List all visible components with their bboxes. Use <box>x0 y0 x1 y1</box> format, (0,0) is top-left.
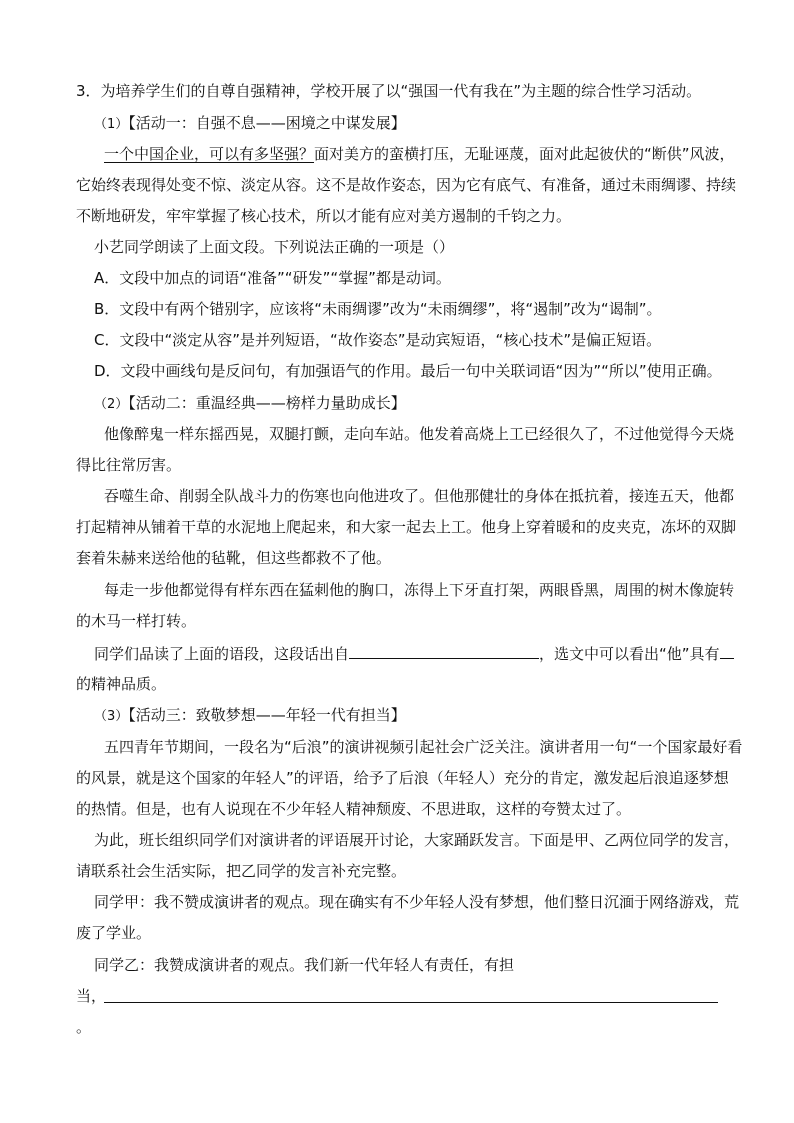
activity3-para1-line1: 五四青年节期间，一段名为“后浪”的演讲视频引起社会广泛关注。演讲者用一句“一个国家最好看 <box>104 738 743 756</box>
activity1-number: （1） <box>94 117 129 132</box>
student-jia-line2: 废了学业。 <box>76 924 152 942</box>
option-c: C．文段中“淡定从容”是并列短语，“故作姿态”是动宾短语，“核心技术”是偏正短语。 <box>94 331 662 349</box>
source-answer-blank[interactable] <box>349 643 539 659</box>
activity2-question-line2: 的精神品质。 <box>76 675 167 693</box>
activity1-passage-line3: 不断地研发，牢牢掌握了核心技术，所以才能有应对美方遏制的千钧之力。 <box>76 207 572 225</box>
student-yi-line2: 当， <box>76 987 107 1005</box>
activity2-para2-line3: 套着朱赫来送给他的毡靴，但这些都救不了他。 <box>76 549 392 567</box>
activity2-q-part1: 同学们品读了上面的语段，这段话出自 <box>94 645 350 663</box>
activity2-heading <box>94 393 406 413</box>
question-stem-text: 为培养学生们的自尊自强精神，学校开展了以“强国一代有我在”为主题的综合性学习活动。 <box>100 82 702 100</box>
activity2-para2-line2: 打起精神从铺着干草的水泥地上爬起来，和大家一起去上工。他身上穿着暖和的皮夹克，冻坏的双脚 <box>76 518 737 536</box>
question-stem <box>76 81 701 101</box>
activity2-para1-line1: 他像醉鬼一样东摇西晃，双腿打颤，走向车站。他发着高烧上工已经很久了，不过他觉得今天烧 <box>104 425 735 443</box>
activity2-para3-line2: 的木马一样打转。 <box>76 612 197 630</box>
question-number: 3． <box>76 82 101 100</box>
end-mark: 。 <box>76 1018 92 1036</box>
student-yi-line1: 同学乙：我赞成演讲者的观点。我们新一代年轻人有责任，有担 <box>94 956 515 974</box>
activity3-para2-line2: 请联系社会生活实际，把乙同学的发言补充完整。 <box>76 862 407 880</box>
activity3-title: 【活动三：致敬梦想——年轻一代有担当】 <box>128 706 406 724</box>
underlined-sentence: 一个中国企业，可以有多坚强？ <box>104 145 315 163</box>
activity2-q-part2: ，选文中可以看出“他”具有 <box>539 645 720 663</box>
activity1-prompt: 小艺同学朗读了上面文段。下列说法正确的一项是（） <box>94 238 455 256</box>
activity3-number: （3） <box>94 709 129 724</box>
activity2-para2-line1: 吞噬生命、削弱全队战斗力的伤寒也向他进攻了。但他那健壮的身体在抵抗着，接连五天，他都 <box>104 487 735 505</box>
quality-answer-blank[interactable] <box>720 643 734 659</box>
activity2-para1-line2: 得比往常厉害。 <box>76 456 182 474</box>
activity2-title: 【活动二：重温经典——榜样力量助成长】 <box>128 394 406 412</box>
activity1-passage-line2: 它始终表现得处变不惊、淡定从容。这不是故作姿态，因为它有底气、有准备，通过未雨绸谬、持续 <box>76 176 737 194</box>
activity3-para1-line3: 的热情。但是，也有人说现在不少年轻人精神颓废、不思进取，这样的夸赞太过了。 <box>76 800 632 818</box>
option-b: B．文段中有两个错别字，应该将“未雨绸谬”改为“未雨绸缪”，将“遏制”改为“谒制”。 <box>94 300 662 318</box>
activity1-passage-line1 <box>104 144 735 164</box>
activity2-question-line1 <box>94 643 734 663</box>
activity1-heading <box>94 113 406 133</box>
student-jia-line1: 同学甲：我不赞成演讲者的观点。现在确实有不少年轻人没有梦想，他们整日沉湎于网络游戏，荒 <box>94 893 740 911</box>
passage-line1-rest: 面对美方的蛮横打压，无耻诬蔑，面对此起彼伏的“断供”风波， <box>314 145 735 163</box>
activity3-para1-line2: 的风景，就是这个国家的年轻人”的评语，给予了后浪（年轻人）充分的肯定，激发起后浪追逐梦想 <box>76 769 729 787</box>
activity2-para3-line1: 每走一步他都觉得有样东西在猛刺他的胸口，冻得上下牙直打架，两眼昏黑，周围的树木像旋转 <box>104 581 735 599</box>
activity3-heading <box>94 705 406 725</box>
option-d: D．文段中画线句是反问句，有加强语气的作用。最后一句中关联词语“因为”“所以”使用正确。 <box>94 362 722 380</box>
activity2-number: （2） <box>94 397 129 412</box>
option-a: A．文段中加点的词语“准备”“研发”“掌握”都是动词。 <box>94 269 451 287</box>
yi-answer-blank[interactable] <box>104 1002 718 1003</box>
activity1-title: 【活动一：自强不息——困境之中谋发展】 <box>128 114 406 132</box>
activity3-para2-line1: 为此，班长组织同学们对演讲者的评语展开讨论，大家踊跃发言。下面是甲、乙两位同学的发言， <box>94 831 740 849</box>
